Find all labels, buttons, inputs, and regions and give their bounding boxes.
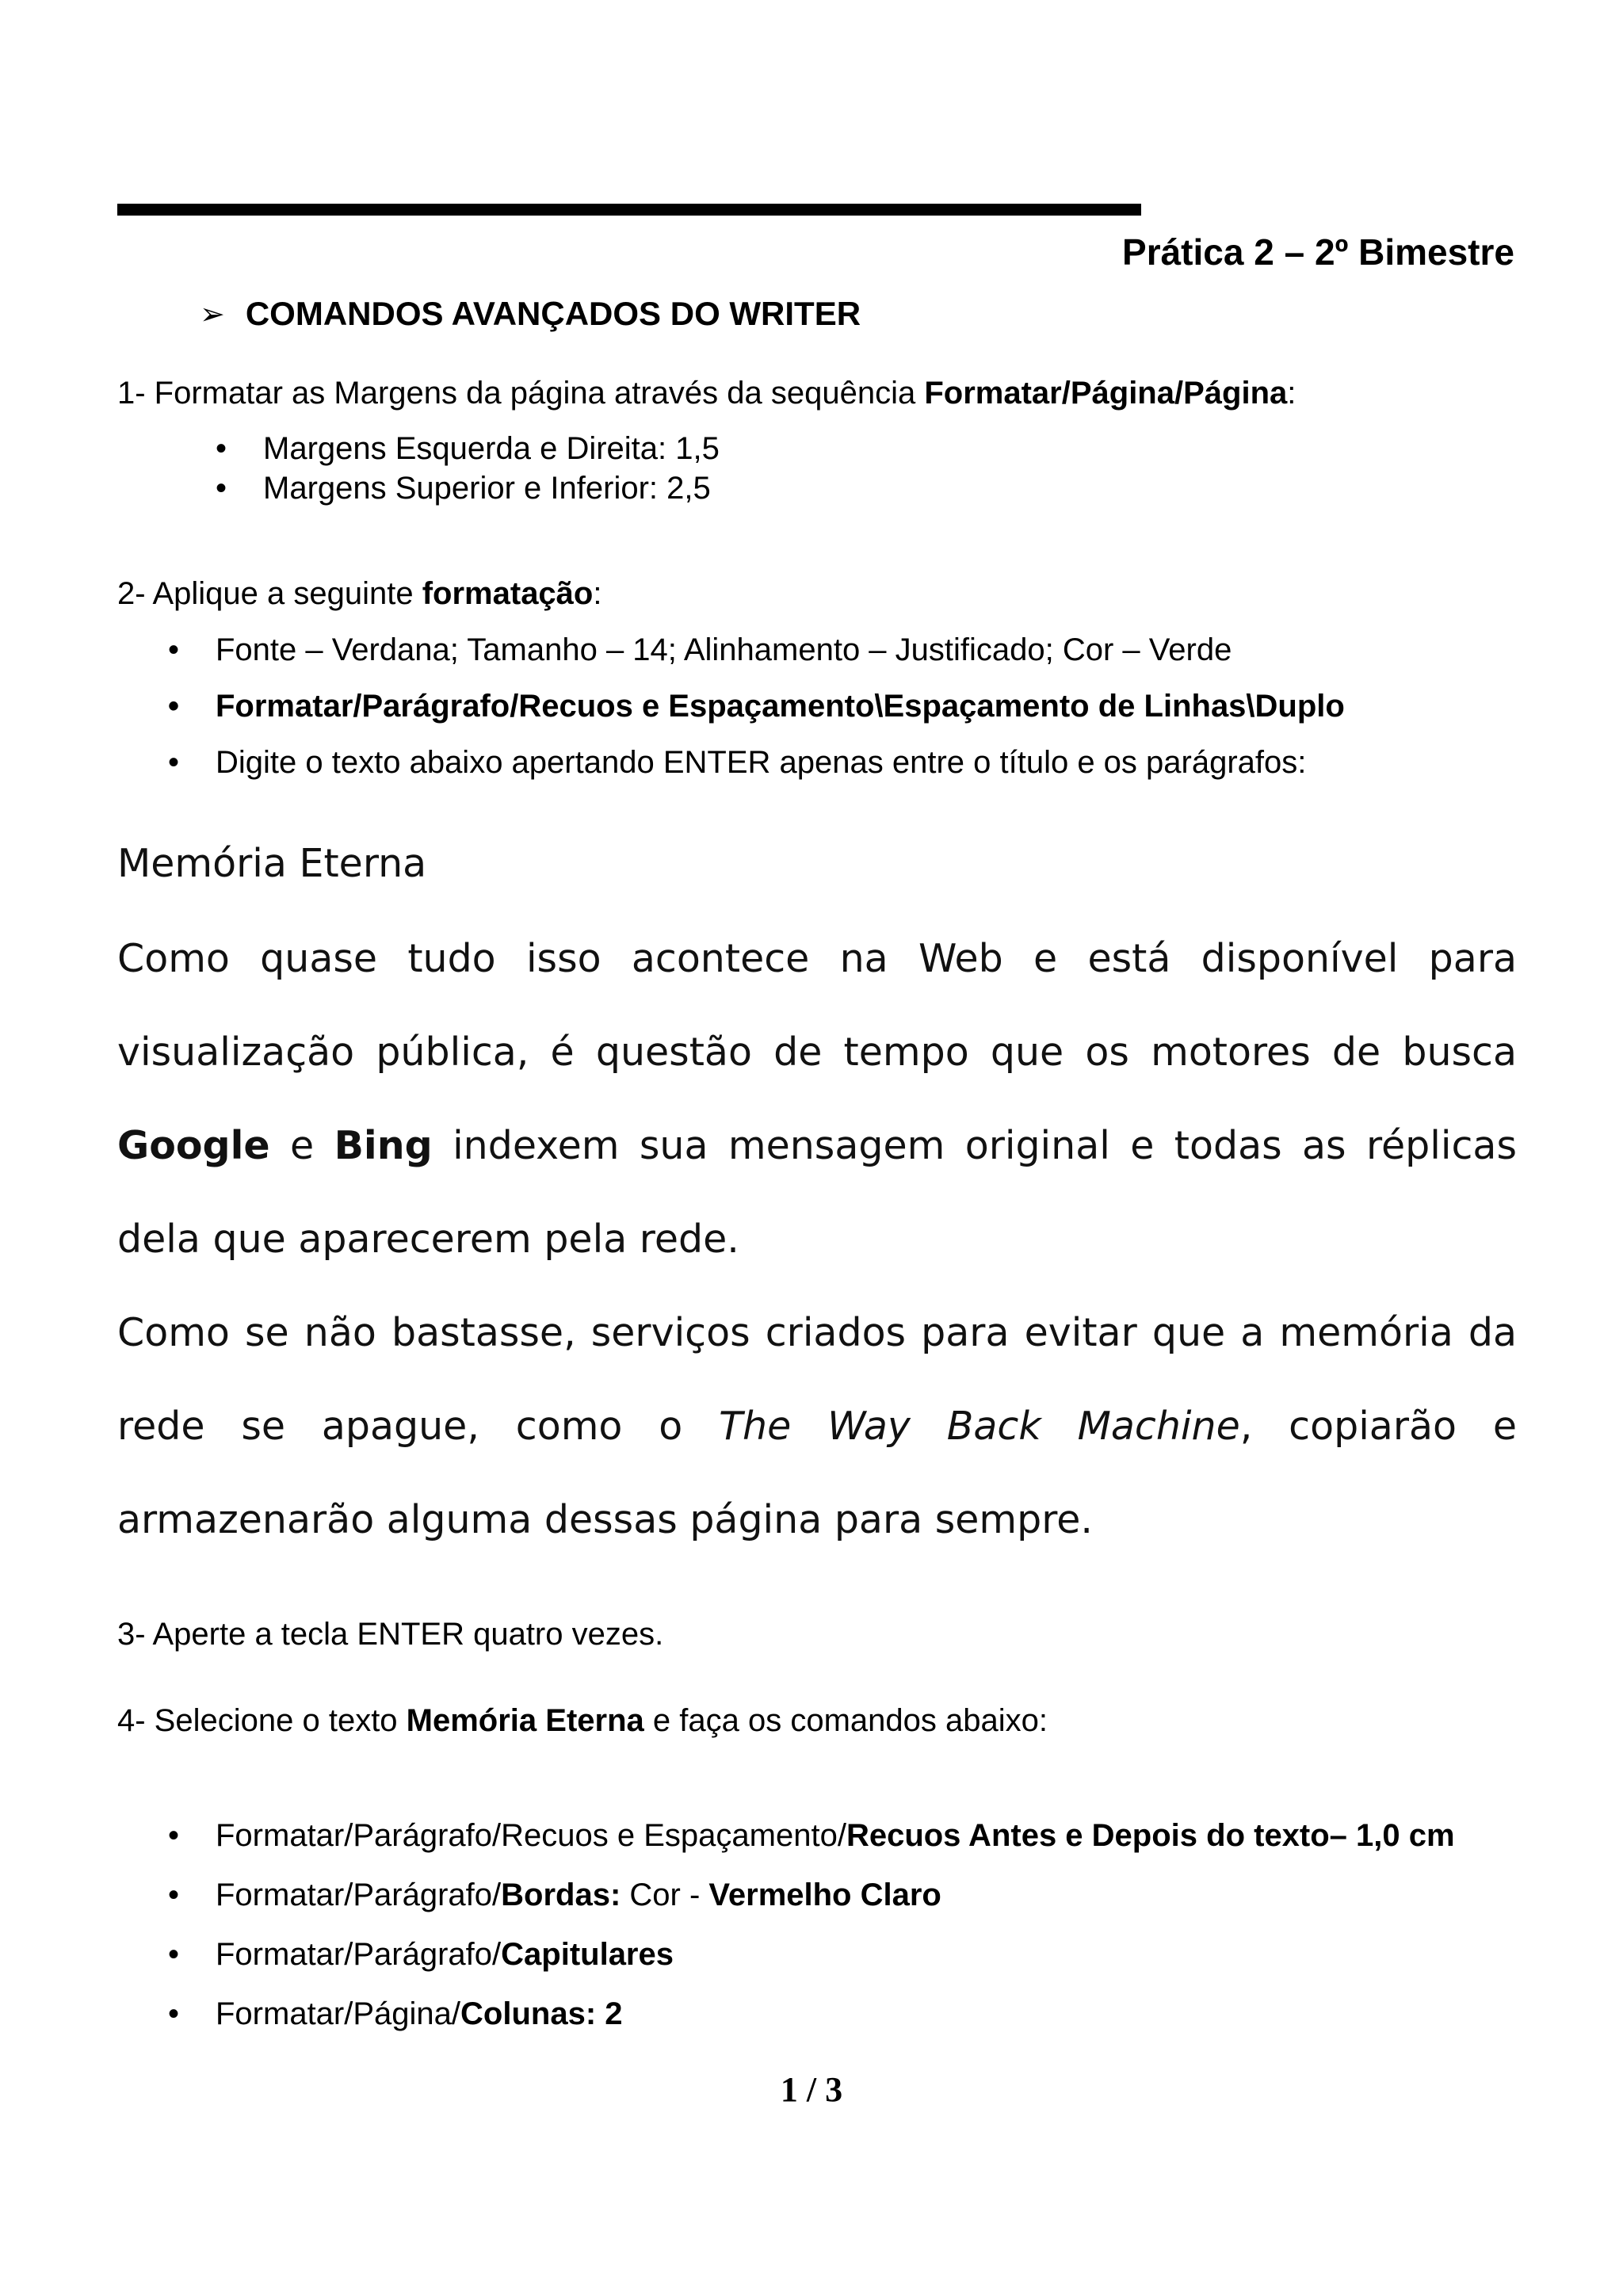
step-3: 3- Aperte a tecla ENTER quatro vezes. (117, 1617, 664, 1652)
article-paragraph-1: Como quase tudo isso acontece na Web e está disponível para visualização pública, é questão de tempo que os motores de busca Google e Bing indexem sua mensagem original e todas as réplicas dela que aparecerem pela rede. (117, 936, 1517, 1262)
section-heading (200, 295, 861, 333)
list-item: • Digite o texto abaixo apertando ENTER apenas entre o título e os parágrafos: (216, 743, 1345, 799)
header-rule (117, 204, 1141, 216)
list-item: • Fonte – Verdana; Tamanho – 14; Alinhamento – Justificado; Cor – Verde (216, 630, 1345, 686)
list-item: • Formatar/Parágrafo/Capitulares (216, 1935, 1455, 1994)
step-4: 4- Selecione o texto Memória Eterna e faça os comandos abaixo: (117, 1703, 1048, 1738)
arrow-bullet-icon: ➢ (200, 297, 225, 331)
step-4-list (216, 1816, 1455, 2053)
list-item: • Margens Esquerda e Direita: 1,5 (263, 429, 720, 468)
page-number: 1 / 3 (780, 2070, 843, 2109)
list-item: • Formatar/Parágrafo/Recuos e Espaçamento/Recuos Antes e Depois do texto– 1,0 cm (216, 1816, 1455, 1875)
practice-title: Prática 2 – 2º Bimestre (1122, 231, 1514, 273)
section-heading-text: COMANDOS AVANÇADOS DO WRITER (245, 295, 861, 332)
article-title: Memória Eterna (117, 841, 427, 886)
list-item: • Margens Superior e Inferior: 2,5 (263, 468, 720, 508)
step-2: 2- Aplique a seguinte formatação: (117, 576, 602, 611)
step-1-list (263, 429, 720, 508)
step-2-list (216, 630, 1345, 799)
list-item: • Formatar/Página/Colunas: 2 (216, 1994, 1455, 2053)
list-item: • Formatar/Parágrafo/Bordas: Cor - Vermelho Claro (216, 1875, 1455, 1935)
step-1: 1- Formatar as Margens da página através da sequência Formatar/Página/Página: (117, 376, 1296, 411)
list-item: • Formatar/Parágrafo/Recuos e Espaçamento\Espaçamento de Linhas\Duplo (216, 686, 1345, 743)
article-paragraph-2: Como se não bastasse, serviços criados para evitar que a memória da rede se apague, como o The Way Back Machine, copiarão e armazenarão alguma dessas página para sempre. (117, 1310, 1518, 1542)
